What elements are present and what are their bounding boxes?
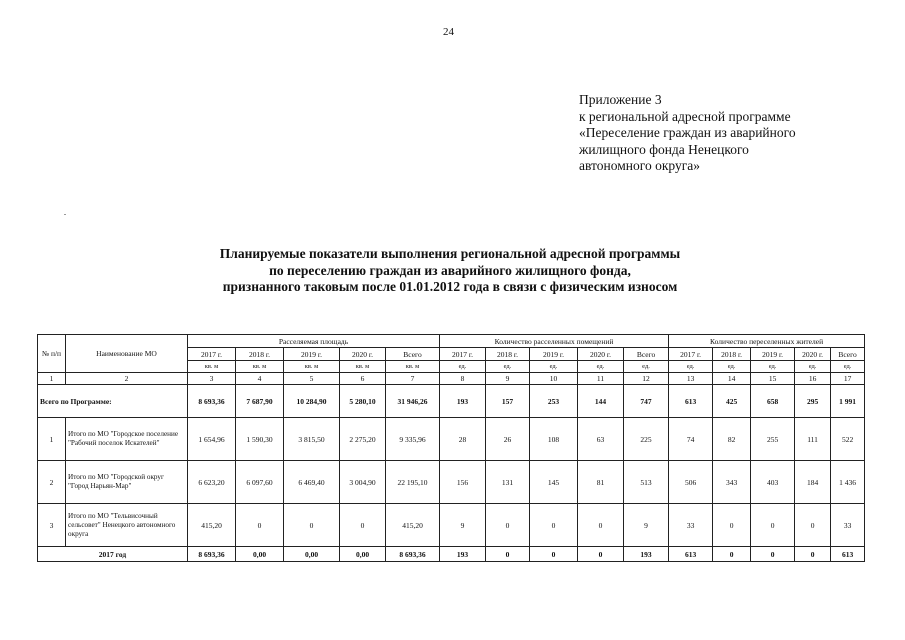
table-row [38,418,865,461]
table-cell: 1 590,30 [236,418,284,461]
table-cell: 156 [440,461,486,504]
table-cell: 522 [831,418,865,461]
unit-cell: кв. м [386,361,440,373]
table-cell: 1 654,96 [188,418,236,461]
total-cell: 157 [486,385,530,418]
col-number: 13 [669,373,713,385]
appendix-header [579,92,796,175]
year-total-cell: 0 [713,547,751,562]
table-cell: 0 [751,504,795,547]
unit-cell: ед. [578,361,624,373]
year-total-cell: 0 [486,547,530,562]
group-header-area: Расселяемая площадь [188,335,440,348]
table-cell: 0 [236,504,284,547]
total-cell: 658 [751,385,795,418]
year-total-cell: 0,00 [340,547,386,562]
total-cell: 253 [530,385,578,418]
year-total-cell: 8 693,36 [188,547,236,562]
table-cell: 26 [486,418,530,461]
table-cell: 0 [578,504,624,547]
table-cell: 6 623,20 [188,461,236,504]
table-cell: 22 195,10 [386,461,440,504]
year-total-cell: 8 693,36 [386,547,440,562]
table-cell: 1 436 [831,461,865,504]
table-cell: 81 [578,461,624,504]
year-header: 2018 г. [713,348,751,361]
total-cell: 10 284,90 [284,385,340,418]
year-header: 2017 г. [188,348,236,361]
year-total-cell: 0,00 [236,547,284,562]
year-header: 2018 г. [486,348,530,361]
table-cell: 28 [440,418,486,461]
total-cell: 7 687,90 [236,385,284,418]
table-cell: 9 [440,504,486,547]
year-header: 2017 г. [440,348,486,361]
table-cell: 9 335,96 [386,418,440,461]
unit-cell: кв. м [284,361,340,373]
unit-cell: ед. [530,361,578,373]
col-number: 14 [713,373,751,385]
total-cell: 8 693,36 [188,385,236,418]
header-row-groups [38,335,865,348]
col-number: 7 [386,373,440,385]
year-total-cell: 0 [530,547,578,562]
table-row [38,461,865,504]
total-cell: 1 991 [831,385,865,418]
table-cell: 6 097,60 [236,461,284,504]
table-cell: 403 [751,461,795,504]
unit-cell: ед. [624,361,669,373]
appendix-line: к региональной адресной программе [579,108,791,124]
appendix-line: автономного округа» [579,158,700,173]
col-number: 4 [236,373,284,385]
table-cell: 184 [795,461,831,504]
year-header: 2019 г. [530,348,578,361]
page-number: 24 [443,26,454,38]
table-cell: 0 [530,504,578,547]
table-cell: 513 [624,461,669,504]
col-name-header: Наименование МО [66,335,188,373]
table-row [38,504,865,547]
year-total-cell: 193 [624,547,669,562]
total-cell: 193 [440,385,486,418]
year-total-cell: 193 [440,547,486,562]
table-cell: 0 [795,504,831,547]
table-cell: 111 [795,418,831,461]
total-row-label: Всего по Программе: [38,385,188,418]
indicators-table [37,334,865,562]
table-cell: 255 [751,418,795,461]
table-cell: 0 [713,504,751,547]
unit-cell: кв. м [236,361,284,373]
table-cell: 63 [578,418,624,461]
table-cell: 506 [669,461,713,504]
unit-cell: кв. м [340,361,386,373]
unit-cell: ед. [440,361,486,373]
row-number: 1 [38,418,66,461]
year-header: 2019 г. [751,348,795,361]
table-cell: 0 [486,504,530,547]
year-header: 2020 г. [340,348,386,361]
year-total-cell: 0 [795,547,831,562]
year-header: Всего [831,348,865,361]
col-number: 2 [66,373,188,385]
col-number: 8 [440,373,486,385]
group-header-premises: Количество расселенных помещений [440,335,669,348]
unit-cell: ед. [751,361,795,373]
total-cell: 747 [624,385,669,418]
title-line: Планируемые показатели выполнения региональной адресной программы [219,246,681,261]
col-number: 6 [340,373,386,385]
col-number: 17 [831,373,865,385]
total-cell: 613 [669,385,713,418]
unit-cell: ед. [831,361,865,373]
year-total-row [38,547,865,562]
col-number: 15 [751,373,795,385]
document-title [180,246,720,296]
table-cell: 9 [624,504,669,547]
year-header: 2017 г. [669,348,713,361]
year-header: 2020 г. [578,348,624,361]
col-number: 11 [578,373,624,385]
unit-cell: ед. [795,361,831,373]
total-row [38,385,865,418]
year-header: Всего [386,348,440,361]
col-number: 1 [38,373,66,385]
table-cell: 145 [530,461,578,504]
table-cell: 33 [669,504,713,547]
group-header-residents: Количество переселенных жителей [669,335,865,348]
year-total-cell: 0 [751,547,795,562]
year-header: Всего [624,348,669,361]
unit-cell: ед. [669,361,713,373]
unit-cell: ед. [486,361,530,373]
table-cell: 415,20 [188,504,236,547]
municipality-name: Итого по МО "Тельвисочный сельсовет" Ненецкого автономного округа [66,504,188,547]
col-number: 16 [795,373,831,385]
table-cell: 225 [624,418,669,461]
municipality-name: Итого по МО "Городское поселение "Рабочий поселок Искателей" [66,418,188,461]
col-number: 5 [284,373,340,385]
table-cell: 74 [669,418,713,461]
col-number: 9 [486,373,530,385]
table-cell: 6 469,40 [284,461,340,504]
title-line: по переселению граждан из аварийного жилищного фонда, [269,262,631,278]
appendix-line: «Переселение граждан из аварийного [579,125,796,140]
table-cell: 2 275,20 [340,418,386,461]
table-cell: 415,20 [386,504,440,547]
total-cell: 5 280,10 [340,385,386,418]
row-number: 3 [38,504,66,547]
table-cell: 33 [831,504,865,547]
total-cell: 295 [795,385,831,418]
row-number: 2 [38,461,66,504]
year-total-cell: 613 [831,547,865,562]
year-total-label: 2017 год [38,547,188,562]
table-cell: 0 [284,504,340,547]
table-cell: 0 [340,504,386,547]
total-cell: 31 946,26 [386,385,440,418]
appendix-line: Приложение 3 [579,92,662,107]
unit-cell: ед. [713,361,751,373]
table-cell: 131 [486,461,530,504]
column-numbers-row [38,373,865,385]
table-cell: 343 [713,461,751,504]
year-header: 2019 г. [284,348,340,361]
total-cell: 144 [578,385,624,418]
table-cell: 3 004,90 [340,461,386,504]
year-header: 2020 г. [795,348,831,361]
col-number: 12 [624,373,669,385]
table-cell: 3 815,50 [284,418,340,461]
col-number: 10 [530,373,578,385]
year-header: 2018 г. [236,348,284,361]
unit-cell: кв. м [188,361,236,373]
col-no-header: № п/п [38,335,66,373]
appendix-line: жилищного фонда Ненецкого [579,141,749,157]
year-total-cell: 0 [578,547,624,562]
year-total-cell: 0,00 [284,547,340,562]
col-number: 3 [188,373,236,385]
municipality-name: Итого по МО "Городской округ "Город Нарьян-Мар" [66,461,188,504]
total-cell: 425 [713,385,751,418]
year-total-cell: 613 [669,547,713,562]
table-cell: 82 [713,418,751,461]
title-line: признанного таковым после 01.01.2012 года в связи с физическим износом [222,279,678,294]
scan-speck [64,214,66,215]
table-cell: 108 [530,418,578,461]
